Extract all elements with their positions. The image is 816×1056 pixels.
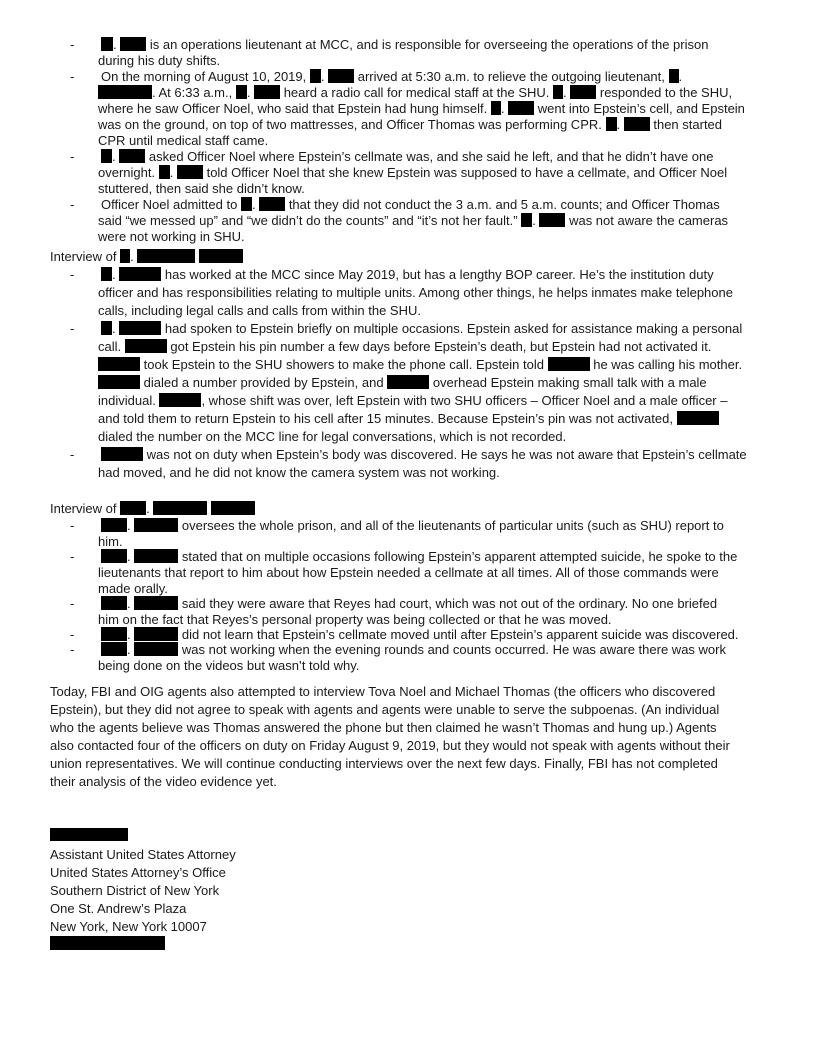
redaction <box>101 627 127 641</box>
body-line: stuttered, then said she didn’t know. <box>98 181 305 196</box>
body-text: has worked at the MCC since May 2019, but has a lengthy BOP career. He’s the institution duty <box>164 267 714 282</box>
redaction <box>120 501 146 515</box>
signature-line: United States Attorney’s Office <box>50 865 226 880</box>
body-line <box>98 410 719 427</box>
redaction <box>177 165 203 179</box>
redaction <box>98 375 140 389</box>
heading-text: Interview of <box>50 501 117 516</box>
redaction <box>134 627 178 641</box>
bullet-dash: - <box>70 267 75 282</box>
bullet-dash: - <box>70 642 75 657</box>
bullet-dash: - <box>70 518 75 533</box>
redaction <box>134 518 178 532</box>
redaction <box>387 375 429 389</box>
body-line: also contacted four of the officers on duty on Friday August 9, 2019, but they would not speak with agents without their <box>50 738 730 753</box>
redaction <box>119 149 145 163</box>
redaction <box>159 393 201 407</box>
body-text: and told them to return Epstein to his cell after 15 minutes. Because Epstein’s pin was not activated, <box>98 411 673 426</box>
redaction <box>310 69 321 83</box>
redaction <box>101 596 127 610</box>
body-line: calls, including legal calls and calls from within the SHU. <box>98 303 421 318</box>
redaction <box>119 267 161 281</box>
signature-line: Southern District of New York <box>50 883 220 898</box>
body-line: . was not working when the evening rounds and counts occurred. He was aware there was work <box>101 641 726 658</box>
signature-line: New York, New York 10007 <box>50 919 207 934</box>
body-text: went into Epstein’s cell, and Epstein <box>537 101 745 116</box>
body-line: . has worked at the MCC since May 2019, but has a lengthy BOP career. He’s the institution duty <box>101 266 714 283</box>
body-line: him on the fact that Reyes’s personal property was being collected or that he was moved. <box>98 612 612 627</box>
body-line: . stated that on multiple occasions following Epstein’s apparent attempted suicide, he spoke to the <box>101 548 737 565</box>
body-line <box>101 446 747 463</box>
signature-line: One St. Andrew’s Plaza <box>50 901 187 916</box>
body-line: On the morning of August 10, 2019, . arrived at 5:30 a.m. to relieve the outgoing lieutenant, . <box>101 69 683 84</box>
redaction <box>153 501 207 515</box>
body-text: oversees the whole prison, and all of the lieutenants of particular units (such as SHU) report to <box>181 518 724 533</box>
redaction <box>491 101 501 115</box>
interview-heading: Interview of . <box>50 248 243 265</box>
body-line: . had spoken to Epstein briefly on multiple occasions. Epstein asked for assistance making a personal <box>101 320 742 337</box>
body-text: was not aware the cameras <box>569 213 729 228</box>
body-line: dialed the number on the MCC line for legal conversations, which is not recorded. <box>98 429 567 444</box>
heading-text: Interview of <box>50 249 117 264</box>
body-text: where he saw Officer Noel, who said that Epstein had hung himself. <box>98 101 488 116</box>
body-text: told Officer Noel that she knew Epstein was supposed to have a cellmate, and Officer Noel <box>206 165 728 180</box>
redaction <box>98 85 152 99</box>
body-line <box>98 356 742 373</box>
body-text: arrived at 5:30 a.m. to relieve the outgoing lieutenant, <box>357 69 665 84</box>
body-text: he was calling his mother. <box>593 357 743 372</box>
body-text: was not working when the evening rounds and counts occurred. He was aware there was work <box>181 642 726 657</box>
redaction <box>624 117 650 131</box>
body-text: stated that on multiple occasions following Epstein’s apparent attempted suicide, he spoke to the <box>181 549 738 564</box>
redaction <box>553 85 563 99</box>
redaction <box>259 197 285 211</box>
body-line: CPR until medical staff came. <box>98 133 269 148</box>
bullet-dash: - <box>70 549 75 564</box>
body-line: . At 6:33 a.m., . heard a radio call for medical staff at the SHU. . responded to the SHU, <box>98 84 732 101</box>
body-text: had spoken to Epstein briefly on multiple occasions. Epstein asked for assistance making a personal <box>164 321 743 336</box>
redaction <box>134 642 178 656</box>
redaction <box>101 549 127 563</box>
redaction <box>211 501 255 515</box>
redaction <box>120 249 130 263</box>
body-line: Epstein), but they did not agree to speak with agents and agents were unable to serve the subpoenas. (An individual <box>50 702 720 717</box>
body-line: during his duty shifts. <box>98 53 221 68</box>
redaction <box>254 85 280 99</box>
body-line: made orally. <box>98 581 168 596</box>
body-text: responded to the SHU, <box>599 85 733 100</box>
body-text: individual. <box>98 393 156 408</box>
body-line <box>98 374 707 391</box>
redaction <box>241 197 252 211</box>
body-text: did not learn that Epstein’s cellmate moved until after Epstein’s apparent suicide was discovered. <box>181 627 739 642</box>
body-text: dialed a number provided by Epstein, and <box>143 375 384 390</box>
body-text: Officer Noel admitted to <box>101 197 238 212</box>
body-text: , whose shift was over, left Epstein with two SHU officers – Officer Noel and a male officer – <box>201 393 728 408</box>
bullet-dash: - <box>70 627 75 642</box>
body-text: call. <box>98 339 122 354</box>
body-line: was on the ground, on top of two mattresses, and Officer Thomas was performing CPR. . then started <box>98 117 723 132</box>
body-text: On the morning of August 10, 2019, <box>101 69 307 84</box>
body-text: that they did not conduct the 3 a.m. and 5 a.m. counts; and Officer Thomas <box>288 197 720 212</box>
redaction <box>98 357 140 371</box>
signature-name-redaction <box>50 828 128 841</box>
body-text: overnight. <box>98 165 156 180</box>
redaction <box>101 149 112 163</box>
body-line: being done on the videos but wasn’t told why. <box>98 658 360 673</box>
redaction <box>159 165 170 179</box>
bullet-dash: - <box>70 37 75 52</box>
bullet-dash: - <box>70 69 75 84</box>
redaction <box>101 447 143 461</box>
redaction <box>101 267 112 281</box>
redaction <box>101 518 127 532</box>
body-text: is an operations lieutenant at MCC, and is responsible for overseeing the operations of the prison <box>149 37 709 52</box>
redaction <box>669 69 679 83</box>
body-line: . asked Officer Noel where Epstein’s cellmate was, and she said he left, and that he didn’t have one <box>101 148 714 165</box>
body-text: asked Officer Noel where Epstein’s cellmate was, and she said he left, and that he didn’t have one <box>148 149 714 164</box>
redaction <box>328 69 354 83</box>
bullet-dash: - <box>70 321 75 336</box>
redaction <box>120 37 146 51</box>
redaction <box>134 596 178 610</box>
body-text: then started <box>653 117 723 132</box>
redaction <box>119 321 161 335</box>
redaction <box>101 321 112 335</box>
redaction <box>606 117 617 131</box>
body-line: officer and has responsibilities relating to multiple units. Among other things, he helps inmates make telephone <box>98 285 733 300</box>
signature-line: Assistant United States Attorney <box>50 847 236 862</box>
contact-redaction <box>50 936 165 950</box>
redaction <box>521 213 532 227</box>
redaction <box>137 249 195 263</box>
redaction <box>101 37 113 51</box>
body-line: union representatives. We will continue conducting interviews over the next few days. Finally, FBI has not completed <box>50 756 718 771</box>
redaction <box>508 101 534 115</box>
body-line: . did not learn that Epstein’s cellmate moved until after Epstein’s apparent suicide was discovered. <box>101 626 739 643</box>
body-line: . oversees the whole prison, and all of the lieutenants of particular units (such as SHU) report to <box>101 517 724 534</box>
interview-heading: Interview of . <box>50 500 255 517</box>
redaction <box>101 642 127 656</box>
body-text: took Epstein to the SHU showers to make the phone call. Epstein told <box>143 357 544 372</box>
bullet-dash: - <box>70 197 75 212</box>
bullet-dash: - <box>70 149 75 164</box>
redaction <box>199 249 243 263</box>
redaction <box>134 549 178 563</box>
body-line: were not working in SHU. <box>98 229 245 244</box>
redaction <box>539 213 565 227</box>
body-line: . is an operations lieutenant at MCC, and is responsible for overseeing the operations of the prison <box>101 36 708 53</box>
body-line: . said they were aware that Reyes had court, which was not out of the ordinary. No one briefed <box>101 595 717 612</box>
redaction <box>125 339 167 353</box>
body-line: lieutenants that report to him about how Epstein needed a cellmate at all times. All of those commands were <box>98 565 719 580</box>
body-line: said “we messed up” and “we didn’t do the counts” and “it’s not her fault.” . was not aware the cameras <box>98 213 729 228</box>
bullet-dash: - <box>70 447 75 462</box>
body-line <box>98 338 711 355</box>
body-text: said “we messed up” and “we didn’t do the counts” and “it’s not her fault.” <box>98 213 518 228</box>
redaction <box>570 85 596 99</box>
body-line: Officer Noel admitted to . that they did not conduct the 3 a.m. and 5 a.m. counts; and Officer Thomas <box>101 197 720 212</box>
redaction <box>548 357 590 371</box>
body-text: . At 6:33 a.m., <box>152 85 233 100</box>
bullet-dash: - <box>70 596 75 611</box>
body-line: who the agents believe was Thomas answered the phone but then claimed he wasn’t Thomas and hung up.) Agents <box>50 720 717 735</box>
body-line: had moved, and he did not know the camera system was not working. <box>98 465 500 480</box>
body-line <box>98 392 727 409</box>
body-line: Today, FBI and OIG agents also attempted to interview Tova Noel and Michael Thomas (the officers who discovered <box>50 684 716 699</box>
body-text: said they were aware that Reyes had court, which was not out of the ordinary. No one briefed <box>181 596 718 611</box>
redaction <box>236 85 247 99</box>
body-text: was not on duty when Epstein’s body was discovered. He says he was not aware that Epstein’s cellmate <box>146 447 747 462</box>
body-line: him. <box>98 534 123 549</box>
body-line: their analysis of the video evidence yet. <box>50 774 277 789</box>
body-text: heard a radio call for medical staff at the SHU. <box>283 85 550 100</box>
body-text: got Epstein his pin number a few days before Epstein’s death, but Epstein had not activated it. <box>170 339 712 354</box>
body-line: where he saw Officer Noel, who said that Epstein had hung himself. . went into Epstein’s cell, and Epstein <box>98 101 745 116</box>
body-text: was on the ground, on top of two mattresses, and Officer Thomas was performing CPR. <box>98 117 602 132</box>
redaction <box>677 411 719 425</box>
body-line: overnight. . told Officer Noel that she knew Epstein was supposed to have a cellmate, and Officer Noel <box>98 165 728 180</box>
body-text: overhead Epstein making small talk with a male <box>432 375 707 390</box>
